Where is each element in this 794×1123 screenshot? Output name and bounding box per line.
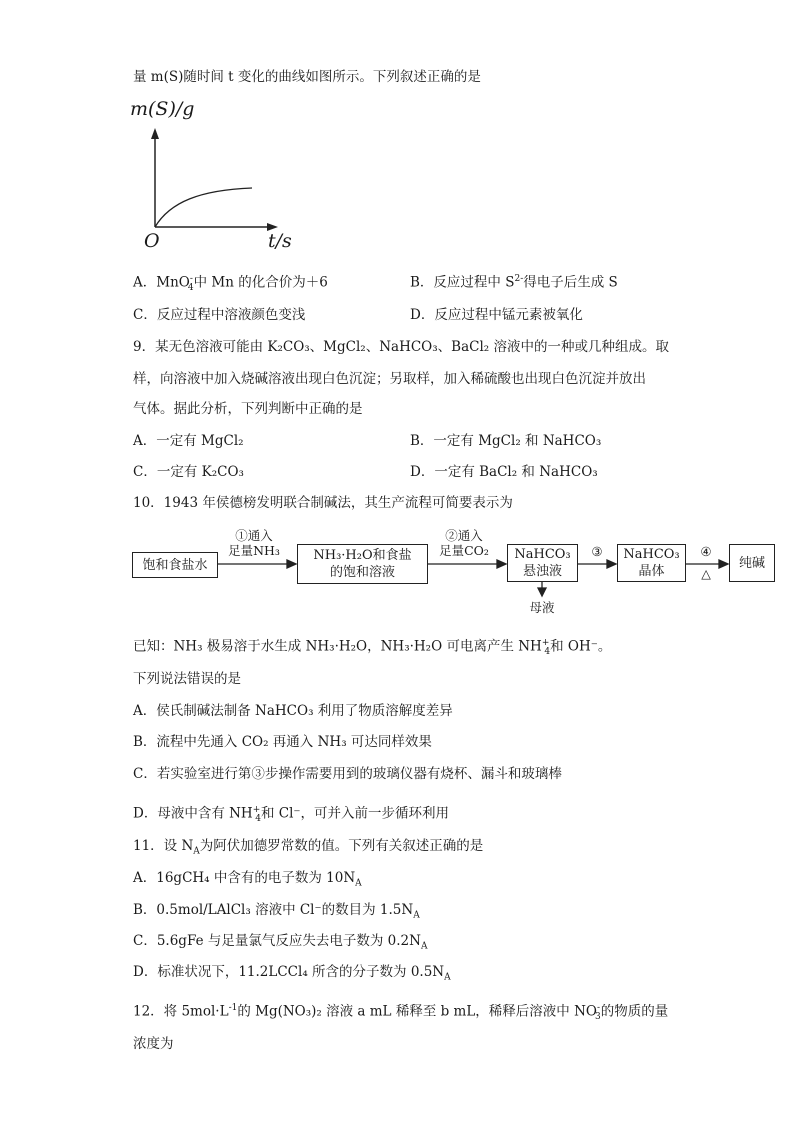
q9-stem-line2: 样，向溶液中加入烧碱溶液出现白色沉淀；另取样，加入稀硫酸也出现白色沉淀并放出 [133, 371, 646, 387]
q10-option-a: A．侯氏制碱法制备 NaHCO₃ 利用了物质溶解度差异 [133, 703, 453, 719]
q11-option-a: A．16gCH₄ 中含有的电子数为 $10N_A$ [133, 870, 362, 889]
flow-box-soda: 纯碱 [729, 544, 775, 582]
q8-option-d: D．反应过程中锰元素被氧化 [410, 307, 583, 323]
flow-step4-label: ④ [700, 544, 712, 559]
q10-stem: 10．1943 年侯德榜发明联合制碱法，其生产流程可简要表示为 [133, 495, 513, 511]
q10-known: 已知：NH₃ 极易溶于水生成 NH₃·H₂O，NH₃·H₂O 可电离产生 $NH^+_4$和 OH⁻。 [133, 638, 612, 658]
q11-stem: 11．设 $N_A$为阿伏加德罗常数的值。下列有关叙述正确的是 [133, 838, 484, 857]
q9-stem-line3: 气体。据此分析，下列判断中正确的是 [133, 401, 363, 417]
q9-option-b: B．一定有 MgCl₂ 和 NaHCO₃ [410, 433, 602, 449]
q10-option-b: B．流程中先通入 CO₂ 再通入 NH₃ 可达同样效果 [133, 734, 432, 750]
flow-box-ammonia-brine: NH₃·H₂O和食盐 的饱和溶液 [297, 544, 428, 584]
process-flow-diagram [130, 524, 780, 624]
q8-option-c: C．反应过程中溶液颜色变浅 [133, 307, 306, 323]
flow-step2-label: ②通入 足量CO₂ [439, 528, 489, 558]
q9-option-d: D．一定有 BaCl₂ 和 NaHCO₃ [410, 464, 598, 480]
q11-option-c: C．5.6gFe 与足量氯气反应失去电子数为 $0.2N_A$ [133, 933, 428, 952]
q8-option-b: B．反应过程中 $S^{2-}$得电子后生成 S [410, 274, 618, 291]
flow-heat-symbol: △ [701, 566, 711, 581]
flow-box-brine: 饱和食盐水 [132, 552, 218, 578]
flow-box-crystal: NaHCO₃ 晶体 [617, 544, 686, 582]
graph-ylabel: m(S)/g [130, 98, 195, 120]
graph-origin: O [144, 230, 160, 252]
q9-option-a: A．一定有 MgCl₂ [133, 433, 244, 449]
q11-option-d: D．标准状况下，11.2LCCl₄ 所含的分子数为 $0.5N_A$ [133, 964, 451, 983]
q9-stem-line1: 9．某无色溶液可能由 K₂CO₃、MgCl₂、NaHCO₃、BaCl₂ 溶液中的一种或几种组成。取 [133, 339, 669, 355]
flow-mother-liquor: 母液 [529, 600, 555, 615]
flow-step1-label: ①通入 足量NH₃ [228, 528, 280, 558]
mass-time-graph [130, 92, 300, 262]
q10-option-d: D．母液中含有 $NH^+_4$和 Cl⁻，可并入前一步循环利用 [133, 805, 450, 825]
q12-stem-line1: 12．将 $5mol\cdot L^{-1}$的 Mg(NO₃)₂ 溶液 a mL 稀释至 b mL，稀释后溶液中 $NO^-_3$的物质的量 [133, 1003, 669, 1023]
intro-text: 量 m(S)随时间 t 变化的曲线如图所示。下列叙述正确的是 [133, 69, 481, 85]
q12-stem-line2: 浓度为 [133, 1036, 174, 1052]
q10-stem2: 下列说法错误的是 [133, 671, 241, 687]
q9-option-c: C．一定有 K₂CO₃ [133, 464, 244, 480]
flow-step3-label: ③ [591, 544, 603, 559]
q8-option-a: A．MnO-$_4$中 Mn 的化合价为＋6 [133, 274, 328, 294]
flow-box-suspension: NaHCO₃ 悬浊液 [507, 544, 578, 582]
graph-xlabel: t/s [268, 230, 292, 252]
q11-option-b: B．0.5mol/LAlCl₃ 溶液中 Cl⁻的数目为 $1.5N_A$ [133, 902, 420, 921]
q10-option-c: C．若实验室进行第③步操作需要用到的玻璃仪器有烧杯、漏斗和玻璃棒 [133, 766, 562, 782]
